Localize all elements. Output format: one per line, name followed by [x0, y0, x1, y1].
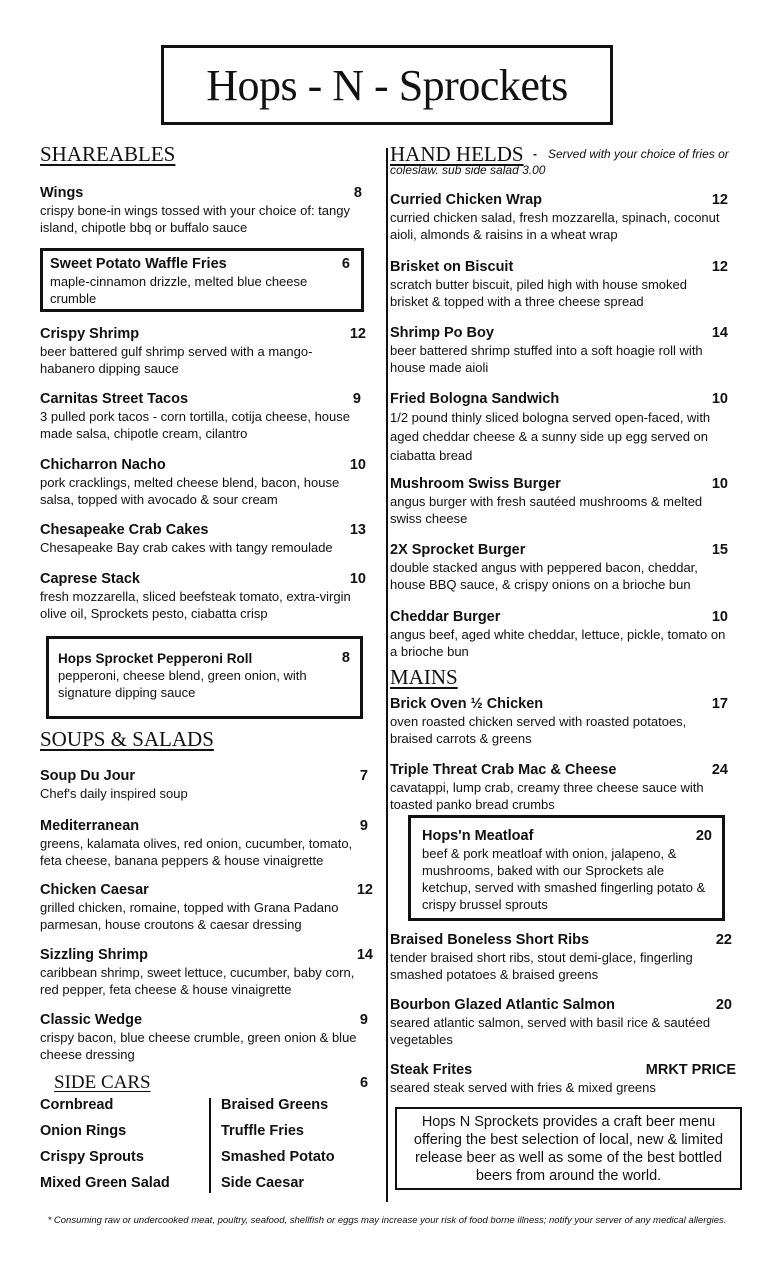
item-name: Triple Threat Crab Mac & Cheese — [390, 762, 617, 778]
restaurant-name: Hops - N - Sprockets — [206, 60, 568, 110]
item-name: Cheddar Burger — [390, 609, 501, 625]
side-item: Mixed Green Salad — [40, 1175, 170, 1191]
item-name: Hops Sprocket Pepperoni Roll — [58, 651, 253, 666]
menu-item-steak-frites — [390, 1062, 736, 1096]
hand-helds-dash: - — [533, 147, 537, 161]
hand-helds-note: Served with your choice of fries or coleslaw. sub side salad 3.00 — [390, 147, 729, 177]
item-price: 20 — [715, 997, 732, 1013]
item-desc: 1/2 pound thinly sliced bologna served open-faced, with aged cheddar cheese & a sunny side up egg served on ciabatta bread — [390, 410, 711, 463]
item-name: 2X Sprocket Burger — [390, 542, 526, 558]
item-desc: greens, kalamata olives, red onion, cucumber, tomato, feta cheese, banana peppers & house vinaigrette — [40, 836, 353, 868]
item-desc: scratch butter biscuit, piled high with house smoked brisket & topped with a three cheese spread — [390, 277, 687, 309]
item-price: 10 — [349, 571, 366, 587]
item-name: Shrimp Po Boy — [390, 325, 494, 341]
item-name: Steak Frites — [390, 1062, 473, 1078]
item-price: 9 — [352, 391, 361, 407]
item-price: 13 — [349, 522, 366, 538]
item-price: 10 — [711, 391, 728, 407]
side-cars-right-list — [221, 1092, 335, 1196]
item-desc: Chef's daily inspired soup — [40, 786, 188, 801]
item-desc: caribbean shrimp, sweet lettuce, cucumber, baby corn, red pepper, feta cheese & house vinaigrette — [40, 965, 355, 997]
item-name: Bourbon Glazed Atlantic Salmon — [390, 997, 616, 1013]
side-item: Cornbread — [40, 1097, 114, 1113]
item-desc: seared atlantic salmon, served with basil rice & sautéed vegetables — [390, 1015, 711, 1047]
item-name: Brick Oven ½ Chicken — [390, 696, 544, 712]
craft-beer-note — [395, 1107, 742, 1190]
item-name: Chicharron Nacho — [40, 457, 166, 473]
menu-item-wings — [40, 185, 362, 236]
item-price: 12 — [349, 326, 366, 342]
menu-item-chicharron-nacho — [40, 457, 366, 508]
side-item: Crispy Sprouts — [40, 1149, 144, 1165]
section-side-cars: SIDE CARS — [54, 1072, 151, 1093]
menu-item-classic-wedge — [40, 1012, 378, 1063]
craft-beer-text: Hops N Sprockets provides a craft beer menu offering the best selection of local, new & limited release beer as well as some of the best bottled beers from around the world. — [413, 1113, 724, 1184]
item-price: 10 — [711, 476, 728, 492]
item-desc: pepperoni, cheese blend, green onion, with signature dipping sauce — [58, 668, 307, 700]
item-price: 12 — [711, 192, 728, 208]
item-price: 24 — [711, 762, 728, 778]
item-price: 12 — [356, 882, 373, 898]
column-divider — [386, 148, 388, 1202]
item-name: Sweet Potato Waffle Fries — [50, 256, 227, 272]
food-safety-disclaimer: * Consuming raw or undercooked meat, poultry, seafood, shellfish or eggs may increase your risk of food borne illness; notify your server of any medical allergies. — [47, 1215, 727, 1226]
side-cars-price: 6 — [360, 1075, 369, 1091]
item-price: 6 — [341, 256, 350, 272]
item-desc: cavatappi, lump crab, creamy three cheese sauce with toasted panko bread crumbs — [390, 780, 704, 812]
item-desc: tender braised short ribs, stout demi-glace, fingerling smashed potatoes & braised greens — [390, 950, 693, 982]
menu-item-mediterranean — [40, 818, 368, 869]
item-name: Crispy Shrimp — [40, 326, 140, 342]
menu-item-carnitas-street-tacos — [40, 391, 361, 442]
item-desc: seared steak served with fries & mixed greens — [390, 1080, 656, 1095]
item-price: 10 — [349, 457, 366, 473]
menu-item-curried-chicken-wrap — [390, 192, 728, 243]
side-item: Smashed Potato — [221, 1149, 335, 1165]
item-desc: crispy bone-in wings tossed with your choice of: tangy island, chipotle bbq or buffalo sauce — [40, 203, 350, 235]
item-name: Hops'n Meatloaf — [422, 828, 534, 844]
item-name: Wings — [40, 185, 84, 201]
menu-item-brisket-on-biscuit — [390, 259, 728, 310]
item-desc: angus beef, aged white cheddar, lettuce, pickle, tomato on a brioche bun — [390, 627, 726, 659]
item-price: 9 — [359, 818, 368, 834]
item-price: 20 — [695, 828, 712, 844]
side-item: Braised Greens — [221, 1097, 329, 1113]
item-desc: double stacked angus with peppered bacon, cheddar, house BBQ sauce, & crispy onions on a brioche bun — [390, 560, 698, 592]
item-desc: oven roasted chicken served with roasted potatoes, braised carrots & greens — [390, 714, 687, 746]
section-hand-helds: HAND HELDS — [390, 142, 524, 166]
item-name: Classic Wedge — [40, 1012, 143, 1028]
item-name: Chesapeake Crab Cakes — [40, 522, 209, 538]
item-price: 7 — [359, 768, 368, 784]
menu-item-mushroom-swiss-burger — [390, 476, 728, 527]
item-name: Mediterranean — [40, 818, 140, 834]
item-name: Soup Du Jour — [40, 768, 136, 784]
item-price: 22 — [715, 932, 732, 948]
menu-item-pepperoni-roll — [58, 650, 350, 701]
section-mains: MAINS — [390, 665, 458, 689]
menu-item-chesapeake-crab-cakes — [40, 522, 366, 556]
menu-item-sizzling-shrimp — [40, 947, 373, 998]
menu-item-sweet-potato-waffle-fries — [50, 256, 350, 307]
item-name: Chicken Caesar — [40, 882, 149, 898]
menu-item-2x-sprocket-burger — [390, 542, 728, 593]
item-name: Brisket on Biscuit — [390, 259, 514, 275]
item-price: 15 — [711, 542, 728, 558]
menu-item-chicken-caesar — [40, 882, 373, 933]
item-desc: curried chicken salad, fresh mozzarella, spinach, coconut aioli, almonds & raisins in a wheat wrap — [390, 210, 720, 242]
item-name: Fried Bologna Sandwich — [390, 391, 560, 407]
item-desc: Chesapeake Bay crab cakes with tangy remoulade — [40, 540, 333, 555]
side-item: Truffle Fries — [221, 1123, 304, 1139]
item-name: Curried Chicken Wrap — [390, 192, 543, 208]
menu-item-short-ribs — [390, 932, 732, 983]
item-name: Caprese Stack — [40, 571, 140, 587]
item-desc: beer battered gulf shrimp served with a mango-habanero dipping sauce — [40, 344, 313, 376]
side-cars-left-list — [40, 1092, 170, 1196]
side-item: Side Caesar — [221, 1175, 305, 1191]
item-price: 10 — [711, 609, 728, 625]
section-shareables: SHAREABLES — [40, 142, 176, 166]
item-price: 12 — [711, 259, 728, 275]
side-item: Onion Rings — [40, 1123, 127, 1139]
item-desc: beer battered shrimp stuffed into a soft hoagie roll with house made aioli — [390, 343, 703, 375]
item-price: 9 — [359, 1012, 368, 1028]
menu-item-brick-oven-chicken — [390, 696, 728, 747]
menu-item-cheddar-burger — [390, 609, 728, 660]
item-desc: crispy bacon, blue cheese crumble, green onion & blue cheese dressing — [40, 1030, 357, 1062]
item-name: Mushroom Swiss Burger — [390, 476, 561, 492]
menu-item-soup-du-jour — [40, 768, 368, 802]
item-desc: pork cracklings, melted cheese blend, bacon, house salsa, topped with avocado & sour cream — [40, 475, 340, 507]
menu-item-crispy-shrimp — [40, 326, 366, 377]
item-desc: beef & pork meatloaf with onion, jalapeno, & mushrooms, baked with our Sprockets ale ketchup, served with smashed fingerling potato & crispy brussel sprouts — [422, 846, 706, 912]
menu-item-shrimp-po-boy — [390, 325, 728, 376]
section-soups-salads: SOUPS & SALADS — [40, 727, 214, 751]
item-price: 8 — [353, 185, 362, 201]
item-price: 14 — [711, 325, 728, 341]
item-desc: grilled chicken, romaine, topped with Grana Padano parmesan, house croutons & caesar dressing — [40, 900, 339, 932]
menu-item-fried-bologna-sandwich — [390, 391, 730, 465]
side-cars-divider — [209, 1098, 211, 1193]
item-price: 17 — [711, 696, 728, 712]
item-desc: fresh mozzarella, sliced beefsteak tomato, extra-virgin olive oil, Sprockets pesto, ciabatta crisp — [40, 589, 351, 621]
item-desc: maple-cinnamon drizzle, melted blue cheese crumble — [50, 274, 308, 306]
menu-item-atlantic-salmon — [390, 997, 732, 1048]
item-price: 8 — [341, 650, 350, 666]
item-desc: angus burger with fresh sautéed mushrooms & melted swiss cheese — [390, 494, 703, 526]
item-name: Carnitas Street Tacos — [40, 391, 189, 407]
item-price: MRKT PRICE — [645, 1062, 736, 1078]
item-desc: 3 pulled pork tacos - corn tortilla, cotija cheese, house made salsa, chipotle cream, cilantro — [40, 409, 351, 441]
menu-item-crab-mac-cheese — [390, 762, 728, 813]
title-box — [161, 45, 613, 125]
menu-item-hopsn-meatloaf — [422, 828, 712, 913]
item-price: 14 — [356, 947, 373, 963]
item-name: Sizzling Shrimp — [40, 947, 148, 963]
menu-item-caprese-stack — [40, 571, 366, 622]
item-name: Braised Boneless Short Ribs — [390, 932, 590, 948]
